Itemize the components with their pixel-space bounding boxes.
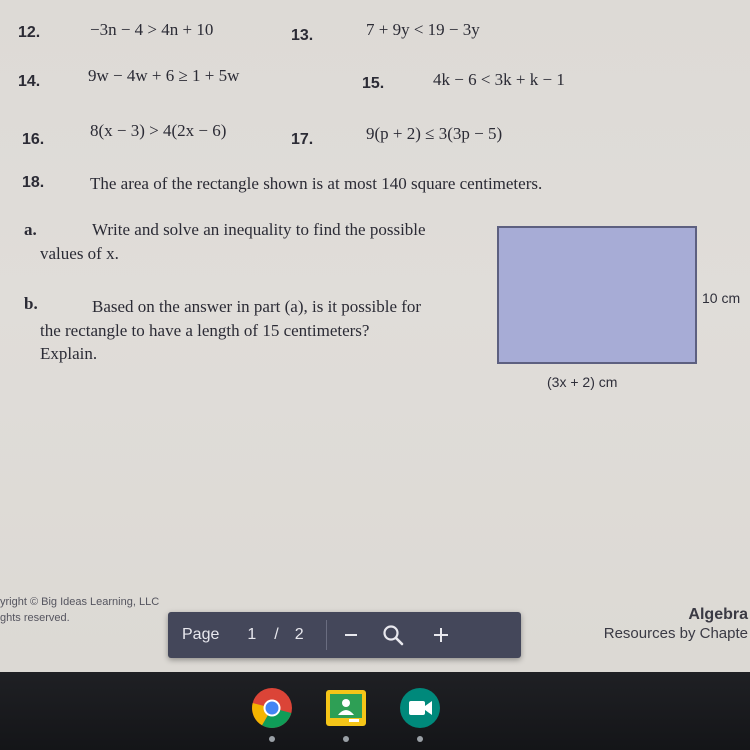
part-a-label: a.: [24, 220, 37, 239]
problem-number: 15.: [362, 75, 385, 92]
plus-icon: [432, 626, 450, 644]
copyright-text: yright © Big Ideas Learning, LLC: [0, 596, 160, 608]
book-subtitle: Resources by Chapte: [603, 625, 748, 642]
chrome-icon: [250, 686, 294, 730]
page-label: Page: [182, 626, 220, 643]
problem-expression: −3n − 4 > 4n + 10: [90, 20, 214, 39]
copyright-text: ghts reserved.: [0, 612, 70, 624]
rectangle-figure: [497, 226, 697, 364]
active-app-indicator: [417, 736, 423, 742]
length-label: (3x + 2) cm: [547, 374, 618, 390]
problem-expression: 4k − 6 < 3k + k − 1: [433, 70, 565, 89]
part-b-text: Based on the answer in part (a), is it possible for: [92, 297, 422, 316]
zoom-out-button[interactable]: [333, 617, 369, 653]
active-app-indicator: [269, 736, 275, 742]
zoom-in-button[interactable]: [423, 617, 459, 653]
classroom-app-button[interactable]: [324, 686, 368, 730]
problem-number: 14.: [18, 73, 41, 90]
minus-icon: [343, 627, 359, 643]
current-page-input[interactable]: 1: [247, 626, 257, 643]
problem-statement: The area of the rectangle shown is at most 140 square centimeters.: [90, 174, 543, 193]
part-b-text: the rectangle to have a length of 15 centimeters?: [40, 321, 370, 340]
problem-number: 18.: [22, 174, 45, 191]
meet-app-button[interactable]: [398, 686, 442, 730]
meet-icon: [398, 686, 442, 730]
problem-expression: 8(x − 3) > 4(2x − 6): [90, 121, 227, 140]
problem-expression: 9(p + 2) ≤ 3(3p − 5): [366, 124, 503, 143]
part-a-text: values of x.: [40, 244, 119, 263]
classroom-icon: [325, 689, 367, 727]
zoom-fit-button[interactable]: [375, 617, 411, 653]
active-app-indicator: [343, 736, 349, 742]
pdf-toolbar: [168, 612, 521, 658]
toolbar-divider: [326, 620, 327, 650]
problem-number: 16.: [22, 131, 45, 148]
height-label: 10 cm: [702, 290, 741, 306]
chrome-app-button[interactable]: [250, 686, 294, 730]
os-taskbar: [0, 672, 750, 750]
problem-expression: 7 + 9y < 19 − 3y: [366, 20, 480, 39]
part-b-text: Explain.: [40, 344, 98, 363]
page-separator: /: [274, 626, 279, 643]
book-title: Algebra: [688, 606, 748, 623]
total-pages: 2: [294, 626, 304, 643]
problem-expression: 9w − 4w + 6 ≥ 1 + 5w: [88, 66, 240, 85]
part-a-text: Write and solve an inequality to find the possible: [92, 220, 426, 239]
magnifier-icon: [382, 624, 404, 646]
problem-number: 12.: [18, 24, 41, 41]
problem-number: 17.: [291, 131, 314, 148]
problem-number: 13.: [291, 27, 314, 44]
part-b-label: b.: [24, 294, 38, 313]
